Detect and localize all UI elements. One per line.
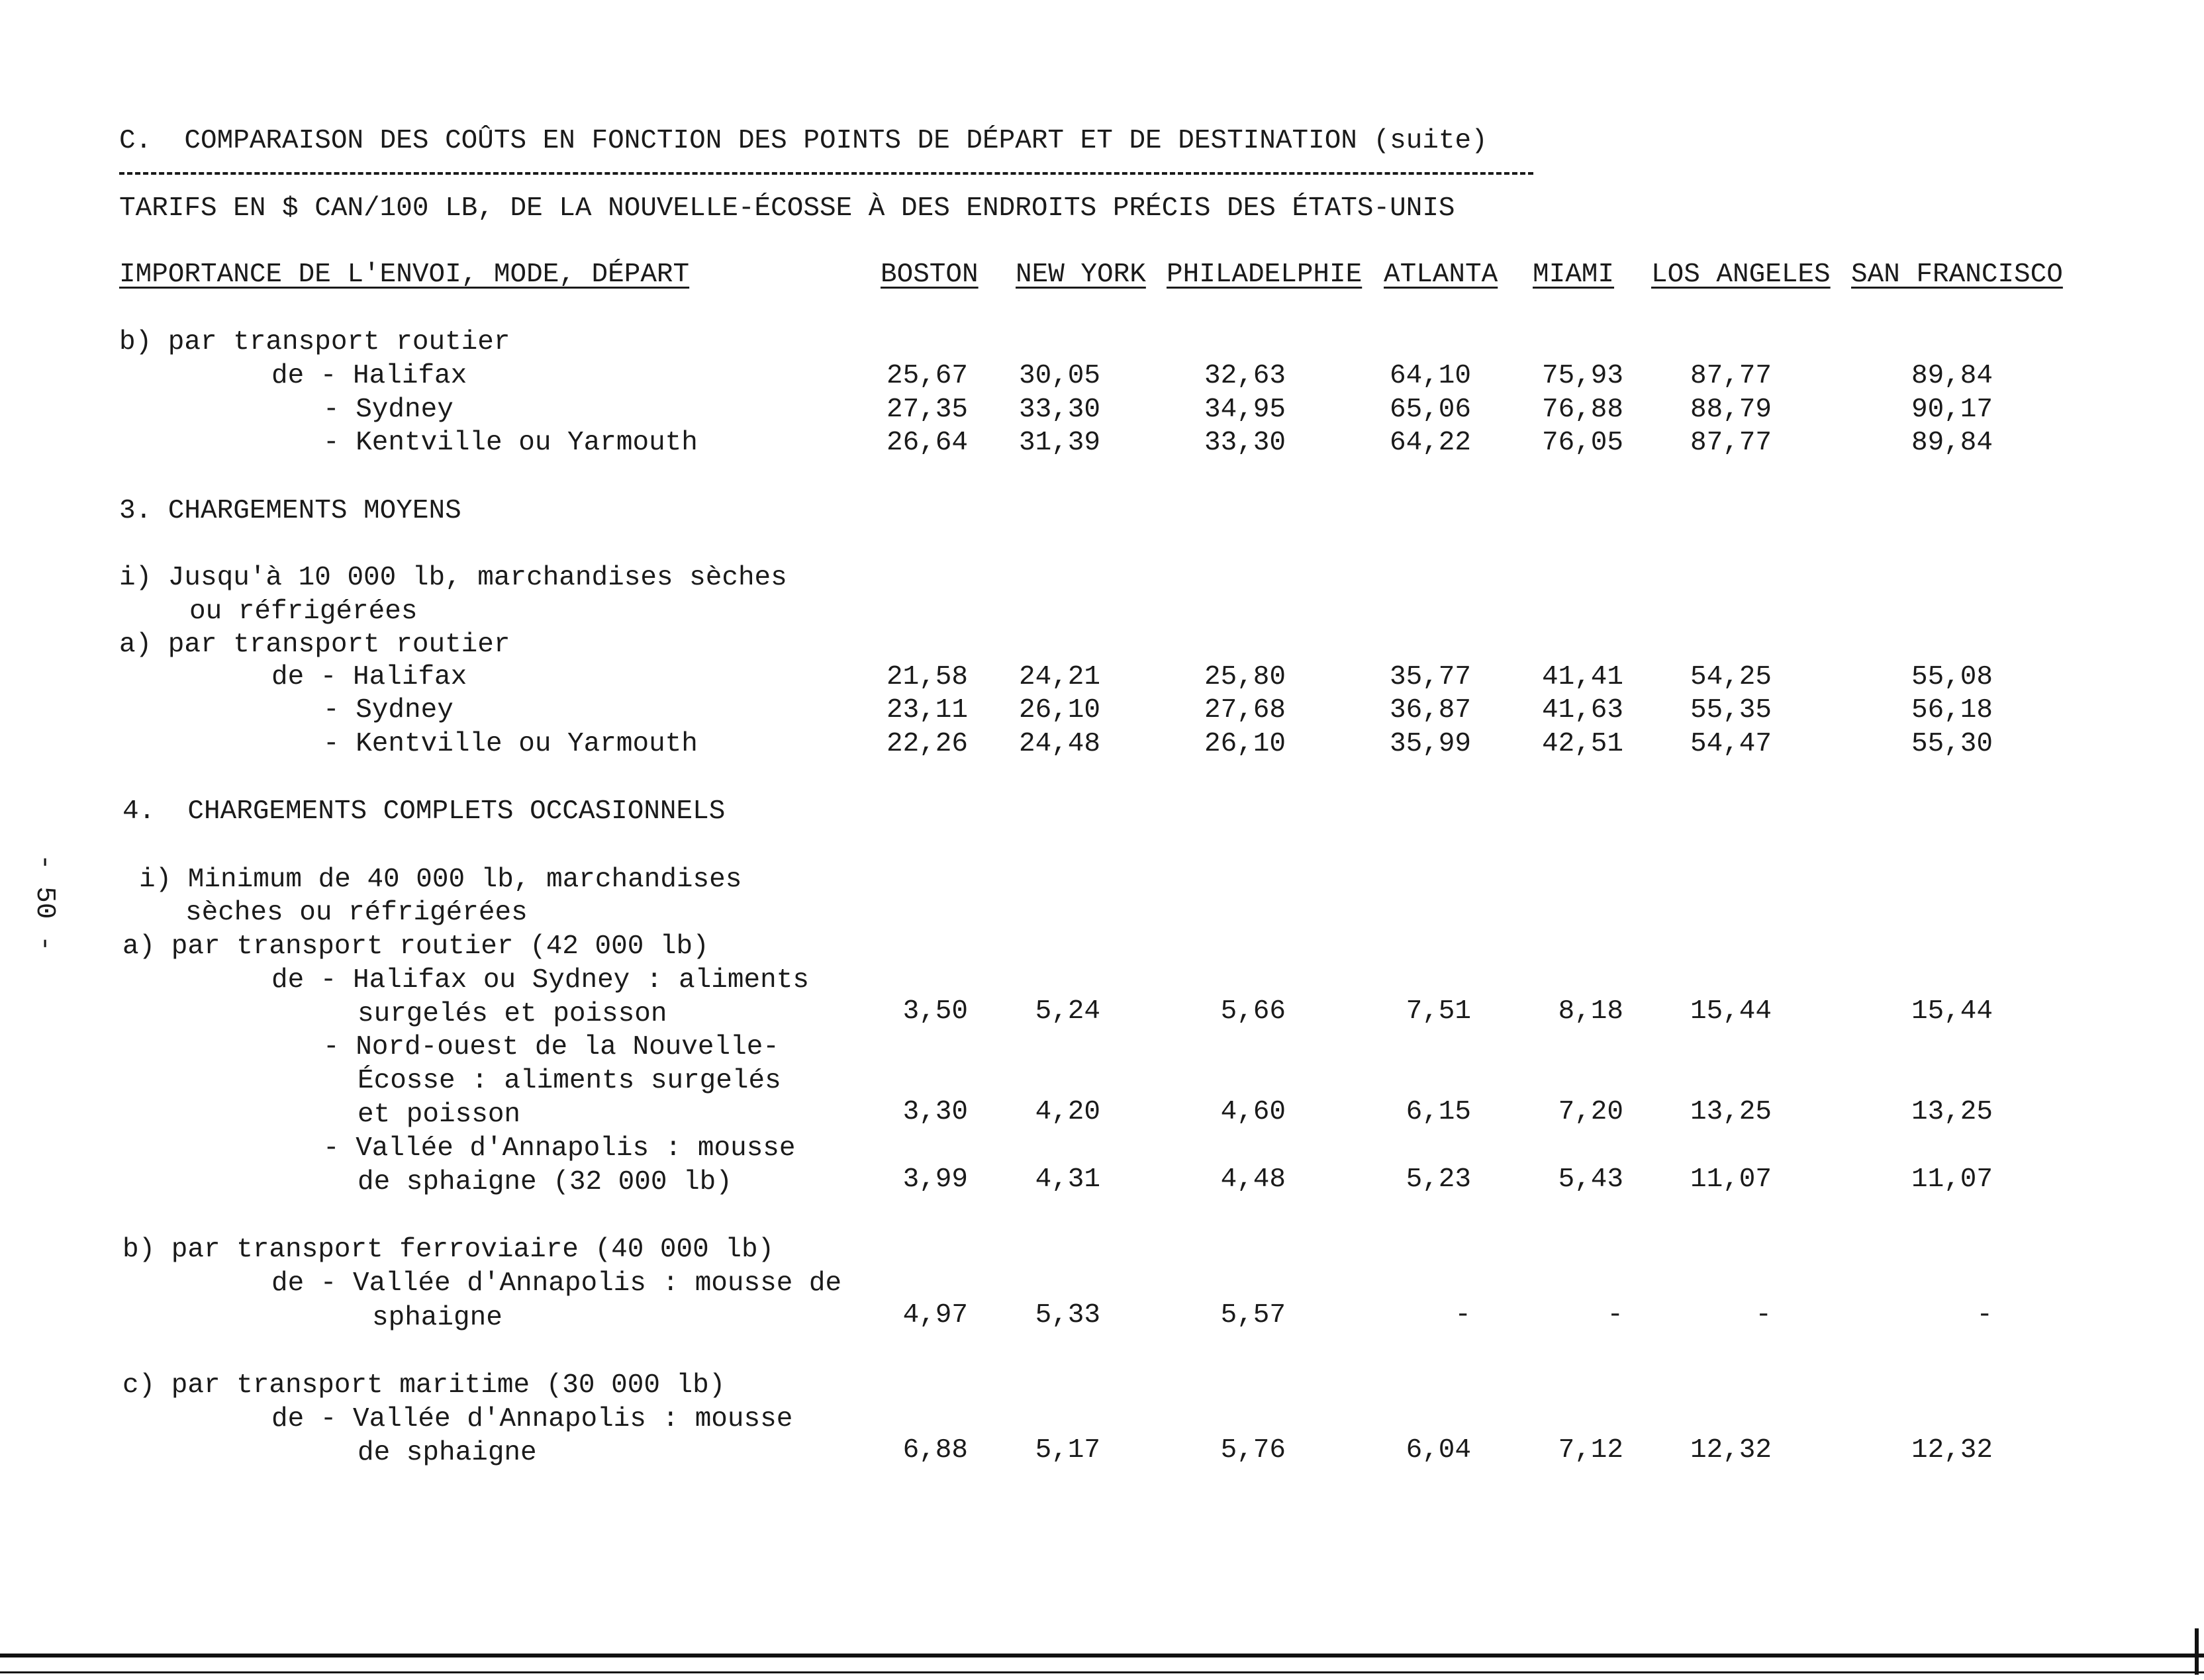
value-san-francisco: 13,25: [1911, 1097, 1993, 1127]
row-label: sphaigne: [372, 1303, 503, 1333]
value-new-york: 5,24: [1035, 996, 1100, 1027]
value-san-francisco: 89,84: [1911, 428, 1993, 458]
value-new-york: 30,05: [1018, 361, 1100, 391]
row-label: b) par transport routier: [119, 327, 510, 357]
header-new-york: NEW YORK: [1016, 259, 1146, 290]
value-los-angeles: 88,79: [1690, 395, 1772, 425]
value-atlanta: 6,15: [1406, 1097, 1471, 1127]
value-miami: 7,12: [1558, 1435, 1623, 1466]
row-label: b) par transport ferroviaire (40 000 lb): [122, 1235, 775, 1265]
value-boston: 3,30: [902, 1097, 968, 1127]
section-title: C. COMPARAISON DES COÛTS EN FONCTION DES POINTS DE DÉPART ET DE DESTINATION (suite): [119, 126, 1488, 156]
row-label: c) par transport maritime (30 000 lb): [122, 1370, 726, 1401]
row-label: a) par transport routier: [119, 630, 510, 660]
value-san-francisco: 89,84: [1911, 361, 1993, 391]
value-miami: 42,51: [1541, 729, 1623, 759]
value-atlanta: 5,23: [1406, 1164, 1471, 1195]
value-philadelphie: 25,80: [1204, 662, 1286, 692]
value-los-angeles: 15,44: [1690, 996, 1772, 1027]
value-miami: 7,20: [1558, 1097, 1623, 1127]
value-los-angeles: 87,77: [1690, 428, 1772, 458]
row-label: Écosse : aliments surgelés: [358, 1066, 781, 1096]
value-san-francisco: 55,08: [1911, 662, 1993, 692]
row-label: i) Minimum de 40 000 lb, marchandises: [139, 864, 742, 895]
value-san-francisco: 55,30: [1911, 729, 1993, 759]
value-boston: 3,50: [902, 996, 968, 1027]
row-label: de sphaigne: [358, 1438, 537, 1468]
value-miami: -: [1607, 1300, 1623, 1330]
value-atlanta: 65,06: [1389, 395, 1471, 425]
value-atlanta: 7,51: [1406, 996, 1471, 1027]
value-los-angeles: 55,35: [1690, 695, 1772, 725]
value-philadelphie: 32,63: [1204, 361, 1286, 391]
row-label: sèches ou réfrigérées: [185, 898, 528, 928]
header-atlanta: ATLANTA: [1384, 259, 1498, 290]
value-new-york: 33,30: [1018, 395, 1100, 425]
row-label: et poisson: [358, 1099, 521, 1130]
value-boston: 3,99: [902, 1164, 968, 1195]
row-label: i) Jusqu'à 10 000 lb, marchandises sèches: [119, 563, 787, 593]
row-label: a) par transport routier (42 000 lb): [122, 931, 709, 962]
value-boston: 23,11: [886, 695, 968, 725]
value-san-francisco: 90,17: [1911, 395, 1993, 425]
value-philadelphie: 26,10: [1204, 729, 1286, 759]
value-miami: 41,63: [1541, 695, 1623, 725]
value-philadelphie: 4,48: [1220, 1164, 1286, 1195]
value-philadelphie: 4,60: [1220, 1097, 1286, 1127]
value-new-york: 5,17: [1035, 1435, 1100, 1466]
bottom-rule: [0, 1654, 2204, 1657]
value-new-york: 4,20: [1035, 1097, 1100, 1127]
value-philadelphie: 33,30: [1204, 428, 1286, 458]
value-atlanta: 36,87: [1389, 695, 1471, 725]
row-label: de sphaigne (32 000 lb): [358, 1167, 732, 1197]
value-los-angeles: 11,07: [1690, 1164, 1772, 1195]
value-miami: 5,43: [1558, 1164, 1623, 1195]
value-philadelphie: 5,57: [1220, 1300, 1286, 1330]
header-boston: BOSTON: [881, 259, 979, 290]
header-miami: MIAMI: [1533, 259, 1615, 290]
row-label: de - Halifax ou Sydney : aliments: [271, 965, 809, 996]
header-san-francisco: SAN FRANCISCO: [1851, 259, 2063, 290]
value-miami: 41,41: [1541, 662, 1623, 692]
value-new-york: 26,10: [1018, 695, 1100, 725]
row-label: - Vallée d'Annapolis : mousse: [323, 1133, 796, 1164]
value-boston: 27,35: [886, 395, 968, 425]
page-number: - 50 -: [29, 854, 60, 952]
header-los-angeles: LOS ANGELES: [1651, 259, 1831, 290]
row-label: - Kentville ou Yarmouth: [323, 428, 698, 458]
row-label: - Sydney: [323, 395, 454, 425]
value-san-francisco: 15,44: [1911, 996, 1993, 1027]
row-label: surgelés et poisson: [358, 999, 667, 1029]
header-philadelphie: PHILADELPHIE: [1167, 259, 1363, 290]
value-atlanta: 35,77: [1389, 662, 1471, 692]
value-miami: 76,05: [1541, 428, 1623, 458]
value-new-york: 4,31: [1035, 1164, 1100, 1195]
value-san-francisco: 12,32: [1911, 1435, 1993, 1466]
value-los-angeles: 12,32: [1690, 1435, 1772, 1466]
value-new-york: 24,21: [1018, 662, 1100, 692]
value-miami: 8,18: [1558, 996, 1623, 1027]
value-los-angeles: 54,25: [1690, 662, 1772, 692]
value-san-francisco: 11,07: [1911, 1164, 1993, 1195]
row-label: - Nord-ouest de la Nouvelle-: [323, 1032, 779, 1062]
row-label: de - Vallée d'Annapolis : mousse: [271, 1404, 793, 1434]
value-atlanta: -: [1455, 1300, 1471, 1330]
value-atlanta: 6,04: [1406, 1435, 1471, 1466]
row-label: ou réfrigérées: [189, 596, 418, 627]
value-los-angeles: 54,47: [1690, 729, 1772, 759]
value-boston: 6,88: [902, 1435, 968, 1466]
subtitle: TARIFS EN $ CAN/100 LB, DE LA NOUVELLE-ÉCOSSE À DES ENDROITS PRÉCIS DES ÉTATS-UNIS: [119, 193, 1455, 224]
value-atlanta: 64,10: [1389, 361, 1471, 391]
value-miami: 76,88: [1541, 395, 1623, 425]
row-label: de - Halifax: [271, 361, 467, 391]
value-los-angeles: 87,77: [1690, 361, 1772, 391]
value-philadelphie: 27,68: [1204, 695, 1286, 725]
value-boston: 26,64: [886, 428, 968, 458]
bottom-rule-thin: [0, 1671, 2204, 1673]
value-boston: 25,67: [886, 361, 968, 391]
value-san-francisco: 56,18: [1911, 695, 1993, 725]
value-los-angeles: 13,25: [1690, 1097, 1772, 1127]
value-miami: 75,93: [1541, 361, 1623, 391]
value-atlanta: 64,22: [1389, 428, 1471, 458]
row-label: - Kentville ou Yarmouth: [323, 729, 698, 759]
value-philadelphie: 34,95: [1204, 395, 1286, 425]
value-philadelphie: 5,66: [1220, 996, 1286, 1027]
page-edge-mark: [2195, 1628, 2199, 1675]
value-los-angeles: -: [1755, 1300, 1772, 1330]
value-new-york: 31,39: [1018, 428, 1100, 458]
row-label: de - Vallée d'Annapolis : mousse de: [271, 1268, 842, 1299]
value-boston: 4,97: [902, 1300, 968, 1330]
title-divider: [119, 172, 1533, 175]
row-label: de - Halifax: [271, 662, 467, 692]
row-label: - Sydney: [323, 695, 454, 725]
value-san-francisco: -: [1976, 1300, 1993, 1330]
section-heading: 3. CHARGEMENTS MOYENS: [119, 496, 461, 526]
section-heading: 4. CHARGEMENTS COMPLETS OCCASIONNELS: [122, 796, 726, 827]
value-philadelphie: 5,76: [1220, 1435, 1286, 1466]
value-boston: 22,26: [886, 729, 968, 759]
value-atlanta: 35,99: [1389, 729, 1471, 759]
value-new-york: 24,48: [1018, 729, 1100, 759]
value-boston: 21,58: [886, 662, 968, 692]
value-new-york: 5,33: [1035, 1300, 1100, 1330]
header-importance: IMPORTANCE DE L'ENVOI, MODE, DÉPART: [119, 259, 690, 290]
